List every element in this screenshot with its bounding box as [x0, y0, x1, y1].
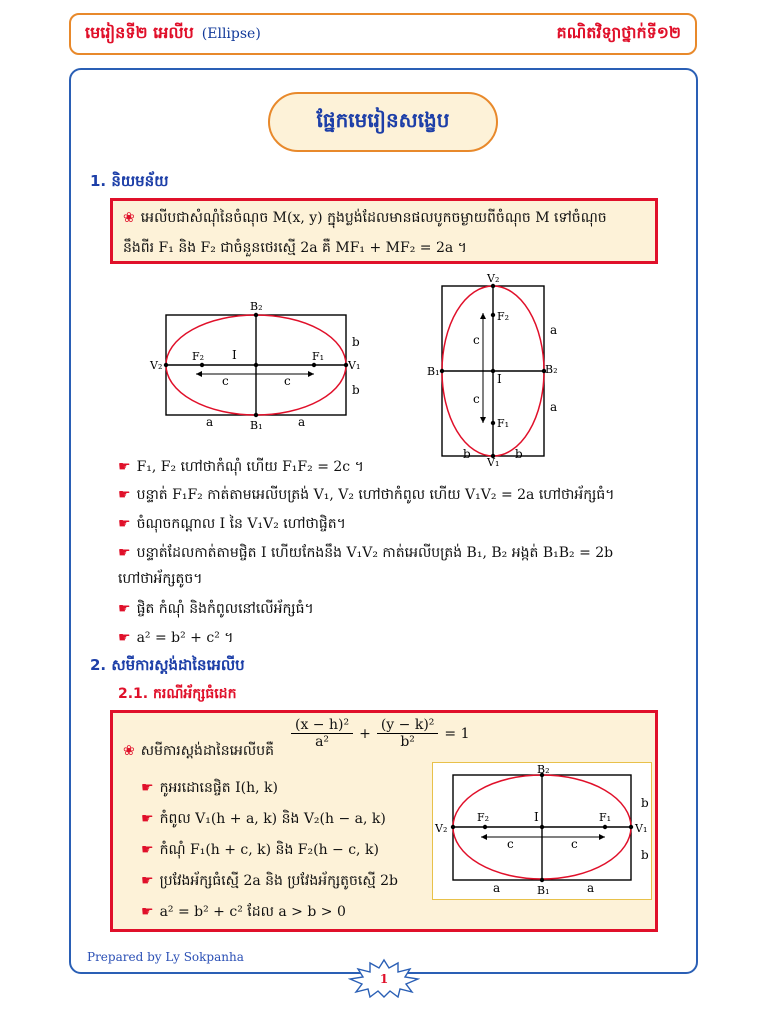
prepared-by: Prepared by Ly Sokpanha: [87, 950, 244, 964]
pointing-hand-icon: ☛: [141, 811, 154, 827]
bullet-text: F₁, F₂ ហៅថាកំណុំ ហើយ F₁F₂ = 2c ។: [136, 459, 364, 475]
label-f2: F₂: [497, 310, 510, 323]
pointing-hand-icon: ☛: [141, 904, 154, 920]
numerator-x: (x − h)²: [295, 717, 350, 733]
detail-text: កំណុំ F₁(h + c, k) និង F₂(h − c, k): [159, 842, 379, 858]
detail-text: ប្រវែងអ័ក្សធំស្មើ 2a និង ប្រវែងអ័ក្សតូចស្មើ 2b: [159, 873, 399, 889]
label-v1: V₁: [635, 822, 648, 835]
label-f1: F₁: [312, 350, 325, 363]
label-f2: F₂: [477, 811, 490, 824]
detail-text: កូអរដោនេផ្ចិត I(h, k): [159, 780, 278, 796]
label-i: I: [232, 348, 237, 362]
label-b-right: b: [515, 447, 523, 461]
bullet-text: បន្ទាត់ F₁F₂ កាត់តាមអេលីបត្រង់ V₁, V₂ ហៅថាកំពូល ហើយ V₁V₂ = 2a ហៅថាអ័ក្សធំ។: [136, 487, 615, 503]
label-f2: F₂: [192, 350, 205, 363]
definition-text-1: អេលីបជាសំណុំនៃចំណុច M(x, y) ក្នុងប្លង់ដែលមានផលបូកចម្ងាយពីចំណុច M ទៅចំណុច: [140, 210, 607, 226]
detail-vertices: [141, 804, 398, 835]
label-b-left: b: [463, 447, 471, 461]
bullet-minor-axis: [118, 540, 678, 566]
label-a-left: a: [493, 881, 501, 895]
definition-line-2: នឹងពីរ F₁ និង F₂ ជាចំនួនថេរស្មើ 2a គឺ MF₁ + MF₂ = 2a ។: [123, 240, 467, 256]
detail-text: កំពូល V₁(h + a, k) និង V₂(h − a, k): [159, 811, 386, 827]
standard-ellipse-diagram: [432, 762, 652, 900]
label-a-right: a: [587, 881, 595, 895]
pointing-hand-icon: ☛: [118, 516, 131, 532]
bullet-text: ចំណុចកណ្តាល I នៃ V₁V₂ ហៅថាផ្ចិត។: [136, 516, 346, 532]
detail-text: a² = b² + c² ដែល a > b > 0: [159, 904, 346, 920]
pointing-hand-icon: ☛: [118, 601, 131, 617]
label-i: I: [497, 372, 502, 386]
bullet-relation: [118, 625, 678, 651]
bullet-major-axis: [118, 596, 678, 622]
label-b-bottom: b: [352, 383, 360, 397]
lesson-title: [85, 22, 261, 46]
label-v2: V₂: [150, 359, 163, 372]
subsection-2-1-title: 2.1. ករណីអ័ក្សធំដេក: [118, 686, 237, 702]
pointing-hand-icon: ☛: [141, 873, 154, 889]
detail-relation: [141, 897, 398, 928]
label-b2: B₂: [537, 763, 550, 776]
label-c-bottom: c: [473, 392, 480, 406]
section-banner: ផ្នែកមេរៀនសង្ខេប: [268, 92, 498, 152]
equation-rhs: = 1: [444, 725, 470, 742]
label-c-right: c: [284, 374, 291, 388]
lesson-title-en: (Ellipse): [201, 26, 261, 42]
bullet-text: បន្ទាត់ដែលកាត់តាមផ្ចិត I ហើយកែងនឹង V₁V₂ កាត់អេលីបត្រង់ B₁, B₂ អង្កត់ B₁B₂ = 2b: [136, 545, 614, 561]
detail-center: [141, 773, 398, 804]
label-b1: B₁: [250, 419, 263, 432]
label-b1: B₁: [427, 365, 440, 378]
bullet-vertices: [118, 482, 678, 508]
label-v2: V₂: [487, 272, 500, 285]
pointing-hand-icon: ☛: [118, 459, 131, 475]
bullet-text: ផ្ចិត កំណុំ និងកំពូលនៅលើអ័ក្សធំ។: [136, 601, 314, 617]
pointing-hand-icon: ☛: [118, 630, 131, 646]
pointing-hand-icon: ☛: [118, 545, 131, 561]
pointing-hand-icon: ☛: [141, 842, 154, 858]
label-b-top: b: [352, 335, 360, 349]
equation-label: [123, 741, 274, 762]
label-a-left: a: [206, 415, 214, 429]
label-v1: V₁: [487, 456, 500, 466]
header-bar: [69, 13, 697, 55]
bullet-foci: [118, 454, 678, 480]
standard-equation: [291, 717, 469, 750]
numerator-y: (y − k)²: [380, 717, 435, 733]
subject-title: គណិតវិទ្យាថ្នាក់ទី១២: [556, 23, 681, 42]
fraction-x: [291, 717, 353, 750]
bullet-minor-axis-cont: ហៅថាអ័ក្សតូច។: [118, 571, 203, 587]
flower-icon: ❀: [123, 743, 135, 759]
label-a-top: a: [550, 323, 558, 337]
vertical-ellipse-diagram: [425, 272, 575, 466]
label-c-left: c: [507, 837, 514, 851]
label-a-right: a: [298, 415, 306, 429]
label-b-bottom: b: [641, 848, 649, 862]
pointing-hand-icon: ☛: [141, 780, 154, 796]
label-v2: V₂: [435, 822, 448, 835]
label-c-right: c: [571, 837, 578, 851]
detail-axes: [141, 866, 398, 897]
label-c-left: c: [222, 374, 229, 388]
flower-icon: ❀: [123, 210, 135, 226]
label-i: I: [534, 810, 539, 824]
label-f1: F₁: [599, 811, 612, 824]
label-f1: F₁: [497, 417, 510, 430]
label-a-bottom: a: [550, 400, 558, 414]
section-2-title: 2. សមីការស្តង់ដានៃអេលីប: [90, 656, 245, 674]
label-b2: B₂: [250, 300, 263, 313]
definition-line-1: [123, 203, 645, 233]
label-b-top: b: [641, 796, 649, 810]
definition-box: [110, 198, 658, 264]
fraction-y: [377, 717, 439, 750]
pointing-hand-icon: ☛: [118, 487, 131, 503]
page-number: 1: [379, 972, 389, 986]
bullet-center: [118, 511, 678, 537]
label-v1: V₁: [348, 359, 361, 372]
denominator-b: b²: [377, 733, 439, 750]
bullet-text: a² = b² + c² ។: [136, 630, 234, 646]
section-1-title: 1. និយមន័យ: [90, 172, 169, 190]
label-b1: B₁: [537, 884, 550, 897]
page-number-badge: [348, 958, 420, 998]
label-c-top: c: [473, 333, 480, 347]
denominator-a: a²: [291, 733, 353, 750]
plus-sign: +: [359, 725, 371, 742]
horizontal-ellipse-diagram: [140, 296, 370, 436]
detail-foci: [141, 835, 398, 866]
equation-details-list: [141, 773, 398, 928]
label-b2: B₂: [545, 363, 558, 376]
lesson-title-text: មេរៀនទី២ អេលីប: [85, 23, 194, 42]
equation-label-text: សមីការស្តង់ដានៃអេលីបគឺ: [140, 743, 275, 759]
